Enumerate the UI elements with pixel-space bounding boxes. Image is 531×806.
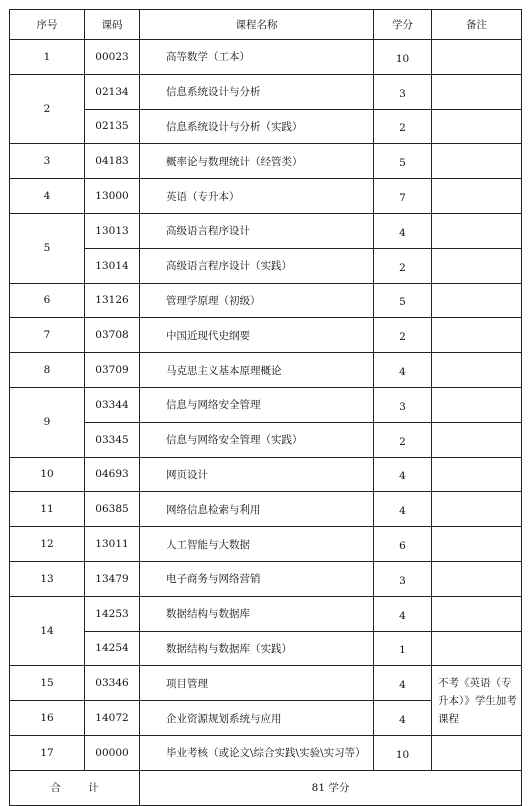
note-cell [432,561,522,596]
course-name-cell: 管理学原理（初级） [140,283,374,318]
note-cell [432,213,522,248]
credit-cell: 2 [374,318,432,353]
header-credit: 学分 [374,10,432,40]
course-name-cell: 概率论与数理统计（经管类） [140,144,374,179]
note-cell [432,109,522,144]
seq-cell: 2 [10,74,85,144]
credit-cell: 3 [374,387,432,422]
table-row [10,318,522,353]
seq-cell: 1 [10,40,85,75]
code-cell: 13126 [85,283,140,318]
course-name-cell: 人工智能与大数据 [140,527,374,562]
seq-cell: 8 [10,353,85,388]
course-name-cell: 项目管理 [140,666,374,701]
note-cell [432,40,522,75]
note-cell [432,422,522,457]
note-cell [432,492,522,527]
seq-cell: 16 [10,701,85,736]
seq-cell: 7 [10,318,85,353]
total-value: 81 学分 [140,770,522,805]
seq-cell: 10 [10,457,85,492]
code-cell: 14254 [85,631,140,666]
header-code: 课码 [85,10,140,40]
header-row [10,10,522,40]
note-cell [432,74,522,109]
course-name-cell: 信息与网络安全管理 [140,387,374,422]
credit-cell: 2 [374,422,432,457]
course-name-cell: 毕业考核（或论文\综合实践\实验\实习等） [140,735,374,770]
credit-cell: 5 [374,283,432,318]
note-cell [432,735,522,770]
seq-cell: 3 [10,144,85,179]
course-name-cell: 高级语言程序设计（实践） [140,248,374,283]
table-row [10,596,522,631]
table-row [10,353,522,388]
course-name-cell: 信息与网络安全管理（实践） [140,422,374,457]
code-cell: 03346 [85,666,140,701]
note-cell [432,631,522,666]
seq-cell: 11 [10,492,85,527]
credit-cell: 4 [374,492,432,527]
course-name-cell: 网络信息检索与利用 [140,492,374,527]
credit-cell: 1 [374,631,432,666]
note-cell [432,179,522,214]
table-row [10,248,522,283]
table-row [10,387,522,422]
seq-cell: 6 [10,283,85,318]
course-name-cell: 信息系统设计与分析 [140,74,374,109]
course-name-cell: 信息系统设计与分析（实践） [140,109,374,144]
course-name-cell: 高等数学（工本） [140,40,374,75]
code-cell: 02134 [85,74,140,109]
table-row [10,457,522,492]
credit-cell: 4 [374,596,432,631]
header-note: 备注 [432,10,522,40]
header-seq: 序号 [10,10,85,40]
credit-cell: 4 [374,666,432,701]
credit-cell: 4 [374,213,432,248]
seq-cell: 12 [10,527,85,562]
course-table [9,9,522,806]
credit-cell: 4 [374,701,432,736]
note-cell [432,248,522,283]
seq-cell: 17 [10,735,85,770]
remark-note: 不考《英语（专升本）》学生加考课程 [432,666,522,736]
table-row [10,40,522,75]
credit-cell: 5 [374,144,432,179]
credit-cell: 2 [374,109,432,144]
code-cell: 13011 [85,527,140,562]
course-name-cell: 电子商务与网络营销 [140,561,374,596]
code-cell: 04693 [85,457,140,492]
code-cell: 14072 [85,701,140,736]
table-row [10,527,522,562]
note-cell [432,353,522,388]
table-row [10,631,522,666]
credit-cell: 6 [374,527,432,562]
seq-cell: 13 [10,561,85,596]
code-cell: 02135 [85,109,140,144]
note-cell [432,318,522,353]
code-cell: 13013 [85,213,140,248]
credit-cell: 2 [374,248,432,283]
note-cell [432,283,522,318]
note-cell [432,144,522,179]
credit-cell: 10 [374,735,432,770]
code-cell: 14253 [85,596,140,631]
course-name-cell: 英语（专升本） [140,179,374,214]
seq-cell: 5 [10,213,85,283]
course-name-cell: 企业资源规划系统与应用 [140,701,374,736]
note-cell [432,527,522,562]
table-row [10,492,522,527]
code-cell: 00000 [85,735,140,770]
code-cell: 13000 [85,179,140,214]
note-cell [432,387,522,422]
course-name-cell: 中国近现代史纲要 [140,318,374,353]
course-name-cell: 马克思主义基本原理概论 [140,353,374,388]
table-row [10,735,522,770]
course-name-cell: 网页设计 [140,457,374,492]
total-label: 合 计 [10,770,140,805]
course-name-cell: 数据结构与数据库（实践） [140,631,374,666]
table-row [10,666,522,701]
course-name-cell: 高级语言程序设计 [140,213,374,248]
table-row [10,74,522,109]
course-name-cell: 数据结构与数据库 [140,596,374,631]
code-cell: 03344 [85,387,140,422]
table-row [10,109,522,144]
credit-cell: 4 [374,457,432,492]
code-cell: 13014 [85,248,140,283]
code-cell: 04183 [85,144,140,179]
table-row [10,283,522,318]
note-cell [432,596,522,631]
code-cell: 13479 [85,561,140,596]
code-cell: 00023 [85,40,140,75]
code-cell: 03708 [85,318,140,353]
table-row [10,144,522,179]
credit-cell: 10 [374,40,432,75]
code-cell: 06385 [85,492,140,527]
seq-cell: 14 [10,596,85,666]
credit-cell: 4 [374,353,432,388]
credit-cell: 3 [374,561,432,596]
table-row [10,561,522,596]
credit-cell: 7 [374,179,432,214]
credit-cell: 3 [374,74,432,109]
table-row [10,213,522,248]
code-cell: 03345 [85,422,140,457]
table-row [10,179,522,214]
seq-cell: 9 [10,387,85,457]
table-row [10,422,522,457]
header-name: 课程名称 [140,10,374,40]
total-row [10,770,522,805]
seq-cell: 4 [10,179,85,214]
seq-cell: 15 [10,666,85,701]
note-cell [432,457,522,492]
code-cell: 03709 [85,353,140,388]
